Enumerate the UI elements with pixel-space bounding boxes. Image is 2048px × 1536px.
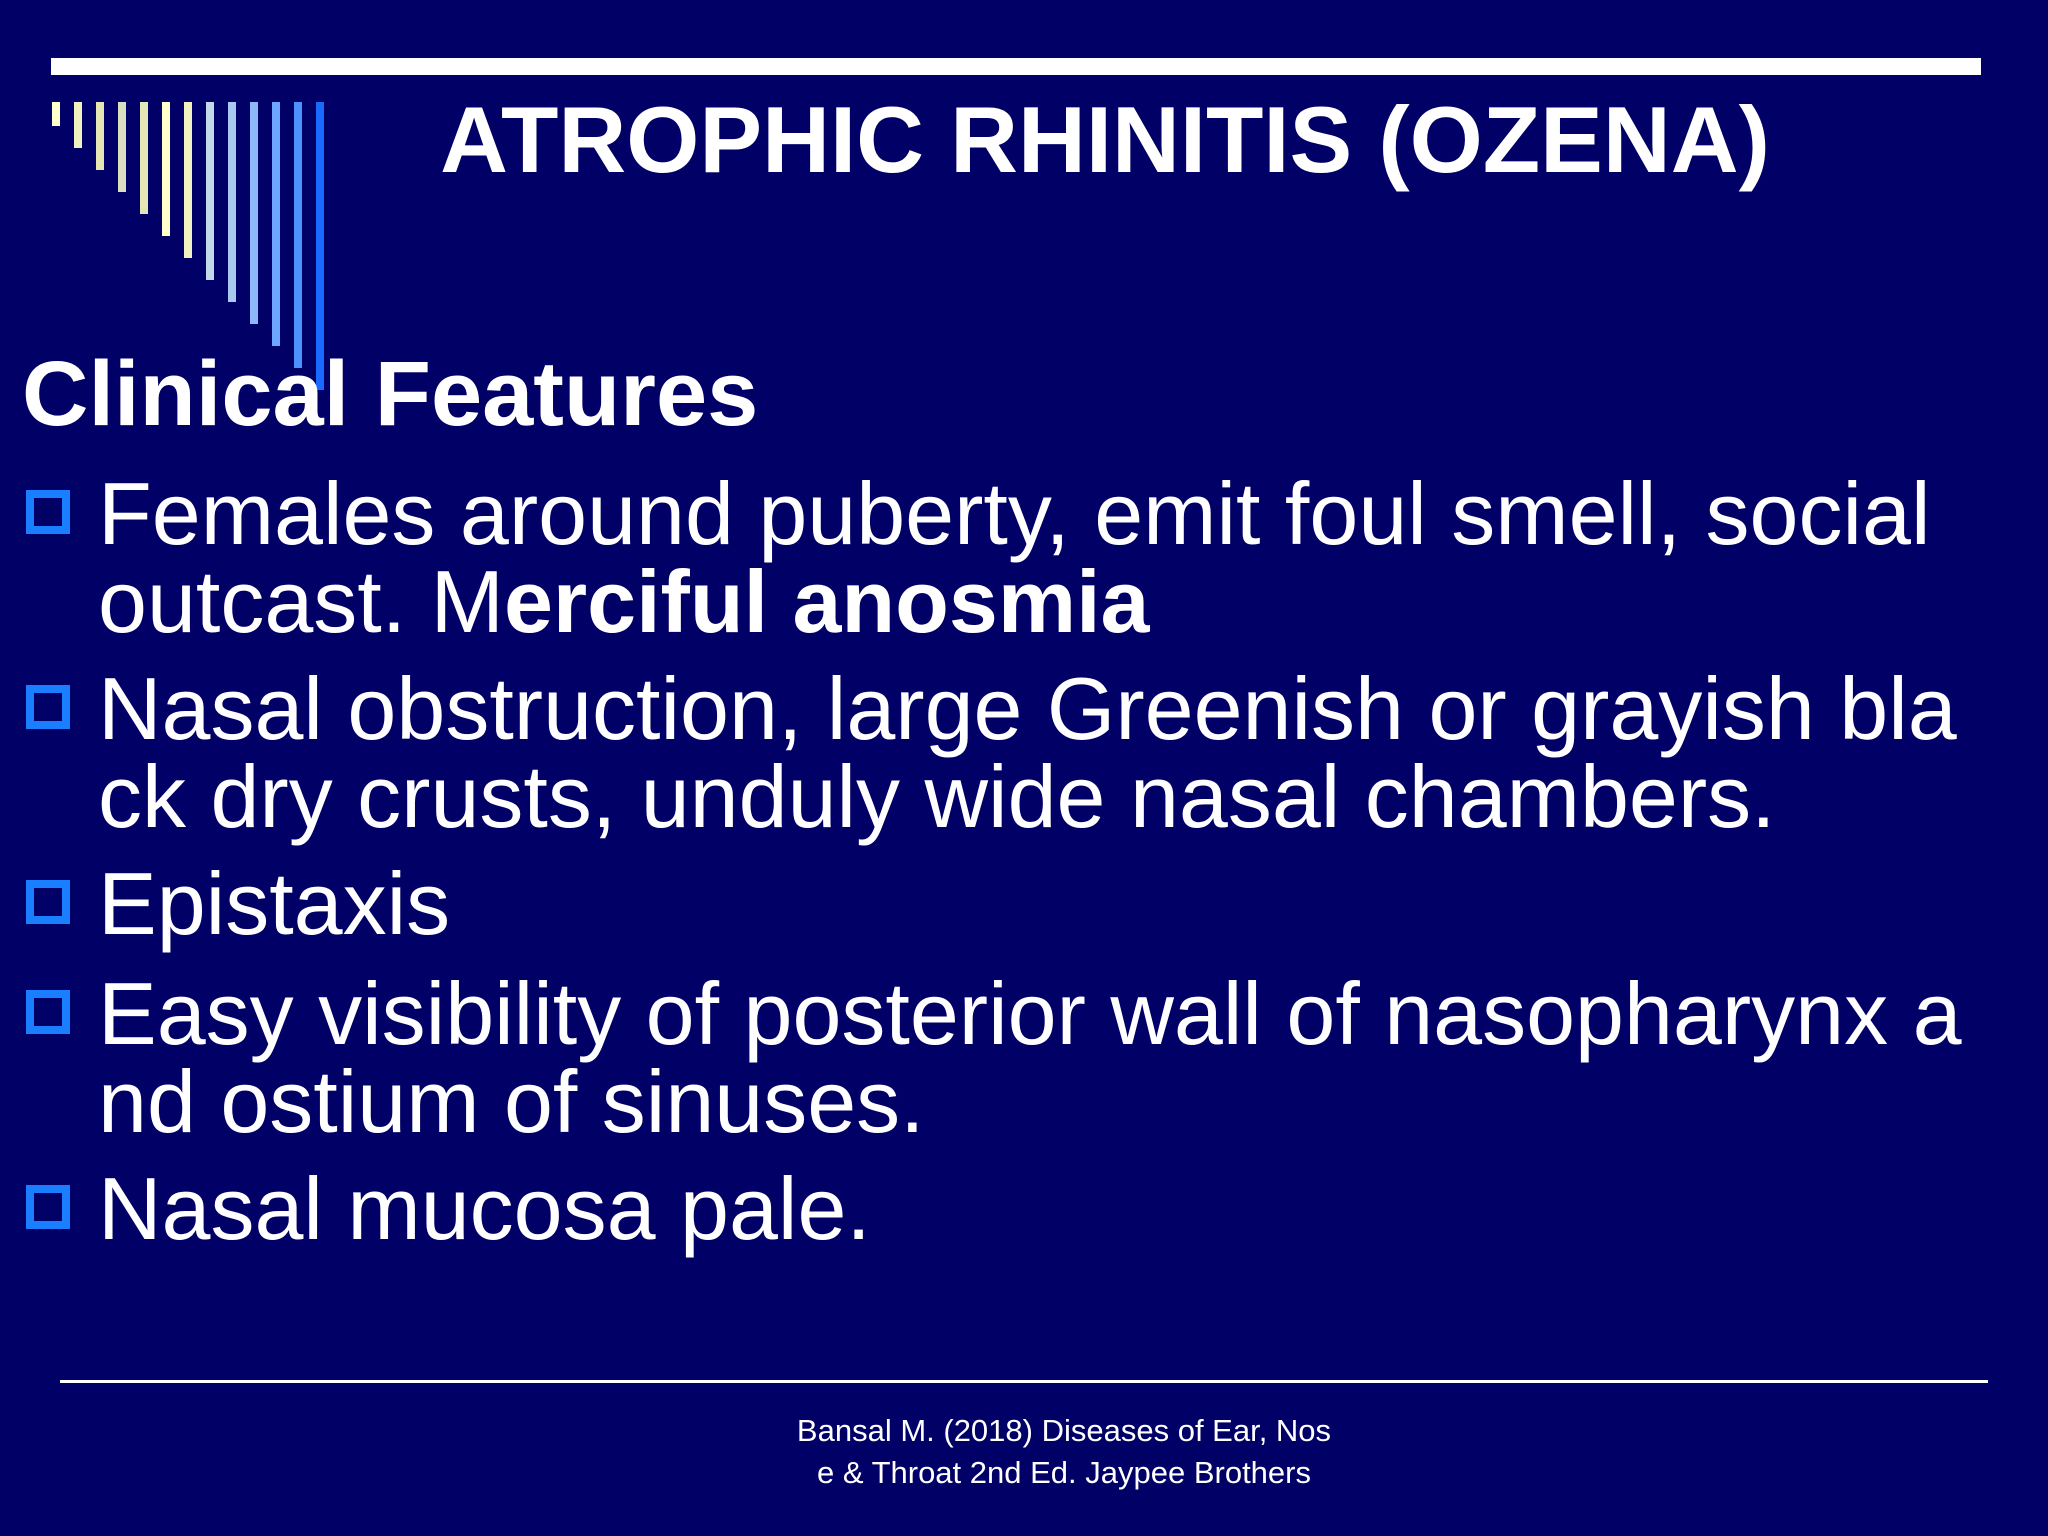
hollow-square-icon — [26, 990, 70, 1034]
stripe — [96, 102, 104, 170]
stripe — [74, 102, 82, 148]
bullet-text: Nasal obstruction, large Greenish or grayish bla — [98, 659, 1957, 758]
top-rule — [51, 58, 1981, 75]
slide-title: ATROPHIC RHINITIS (OZENA) — [440, 87, 1770, 192]
bullet-text: Easy visibility of posterior wall of nasopharynx a — [98, 964, 1962, 1063]
bullet-text-continued: ck dry crusts, unduly wide nasal chambers. — [98, 747, 1776, 846]
vertical-stripes-decoration — [0, 0, 340, 400]
bullet-text-continued — [98, 552, 1150, 651]
stripe — [118, 102, 126, 192]
stripe — [250, 102, 258, 324]
bullet-text: Nasal mucosa pale. — [98, 1159, 871, 1258]
hollow-square-icon — [26, 880, 70, 924]
bullet-text: Females around puberty, emit foul smell, social — [98, 464, 1931, 563]
hollow-square-icon — [26, 490, 70, 534]
footer-line: e & Throat 2nd Ed. Jaypee Brothers — [816, 1455, 1311, 1490]
footer-rule — [60, 1380, 1988, 1383]
stripe — [228, 102, 236, 302]
stripe — [140, 102, 148, 214]
slide-subtitle: Clinical Features — [22, 343, 759, 445]
stripe — [272, 102, 280, 346]
footer-line: Bansal M. (2018) Diseases of Ear, Nos — [796, 1413, 1332, 1448]
hollow-square-icon — [26, 1185, 70, 1229]
footer-citation — [564, 1410, 1564, 1494]
stripe — [206, 102, 214, 280]
stripe — [184, 102, 192, 258]
bullet-text-plain: outcast. M — [98, 552, 504, 651]
stripe — [162, 102, 170, 236]
bullet-text: Epistaxis — [98, 854, 451, 953]
bullet-text-bold: erciful anosmia — [503, 552, 1150, 651]
hollow-square-icon — [26, 685, 70, 729]
stripe — [52, 102, 60, 126]
bullet-text-continued: nd ostium of sinuses. — [98, 1052, 925, 1151]
